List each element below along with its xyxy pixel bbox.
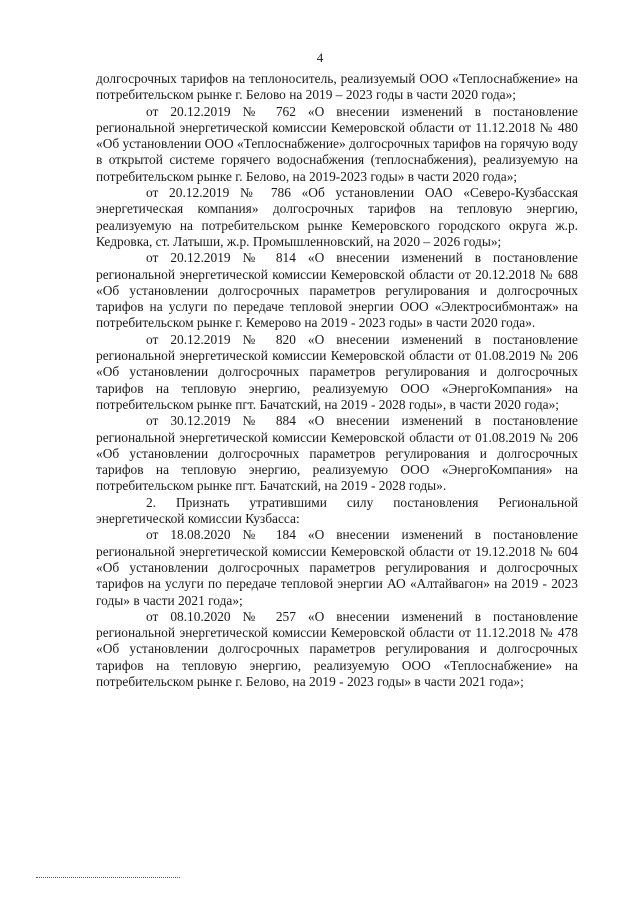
paragraph-resolution-762: от 20.12.2019 № 762 «О внесении изменений в постановление региональной энергетической комиссии Кемеровской области от 11.12.2018 № 480 «Об установлении ООО «Теплоснабжение» долгосрочных тарифов на горячую воду в открытой системе горячего водоснабжения (теплоснабжения), реализуемую на потребительском рынке г. Белово, на 2019-2023 годы» в части 2020 года»; — [96, 103, 579, 184]
paragraph-resolution-786: от 20.12.2019 № 786 «Об установлении ОАО «Северо-Кузбасская энергетическая компания» долгосрочных тарифов на тепловую энергию, реализуемую на потребительском рынке Кемеровского городского округа ж.р. Кедровка, ст. Латыши, ж.р. Промышленновский, на 2020 – 2026 годы»; — [96, 185, 578, 249]
page-number: 4 — [316, 50, 324, 65]
paragraph-resolution-884: от 30.12.2019 № 884 «О внесении изменений в постановление региональной энергетической комиссии Кемеровской области от 01.08.2019 № 206 «Об установлении долгосрочных параметров регулирования и долгосрочных тарифов на тепловую энергию, реализуемую ООО «ЭнергоКомпания» на потребительском рынке пгт. Бачатский, на 2019 - 2028 годы». — [96, 413, 578, 494]
paragraph-resolution-257: от 08.10.2020 № 257 «О внесении изменений в постановление региональной энергетической комиссии Кемеровской области от 11.12.2018 № 478 «Об установлении долгосрочных параметров регулирования и долгосрочных тарифов на тепловую энергию, реализуемую ООО «Теплоснабжение» на потребительском рынке г. Белово, на 2019 - 2023 годы» в части 2021 года»; — [96, 608, 578, 689]
paragraph-resolution-184: от 18.08.2020 № 184 «О внесении изменений в постановление региональной энергетической комиссии Кемеровской области от 19.12.2018 № 604 «Об установлении долгосрочных параметров регулирования и долгосрочных тарифов на услуги по передаче тепловой энергии АО «Алтайвагон» на 2019 - 2023 годы» в части 2021 года»; — [96, 527, 578, 608]
footer-separator — [36, 877, 180, 878]
paragraph-tariff-continuation: долгосрочных тарифов на теплоноситель, реализуемый ООО «Теплоснабжение» на потребительском рынке г. Белово на 2019 – 2023 годы в части 2020 года»; — [96, 71, 578, 103]
paragraph-item-2: 2. Признать утратившими силу постановления Региональной энергетической комиссии Кузбасса: — [96, 494, 578, 527]
document-body — [96, 71, 578, 690]
paragraph-resolution-814: от 20.12.2019 № 814 «О внесении изменений в постановление региональной энергетической комиссии Кемеровской области от 20.12.2018 № 688 «Об установлении долгосрочных параметров регулирования и долгосрочных тарифов на услуги по передаче тепловой энергии ООО «Электросибмонтаж» на потребительском рынке г. Кемерово на 2019 - 2023 годы» в части 2020 года». — [96, 250, 578, 331]
paragraph-resolution-820: от 20.12.2019 № 820 «О внесении изменений в постановление региональной энергетической комиссии Кемеровской области от 01.08.2019 № 206 «Об установлении долгосрочных параметров регулирования и долгосрочных тарифов на тепловую энергию, реализуемую ООО «ЭнергоКомпания» на потребительском рынке пгт. Бачатский, на 2019 - 2028 годы», в части 2020 года»; — [96, 331, 578, 412]
